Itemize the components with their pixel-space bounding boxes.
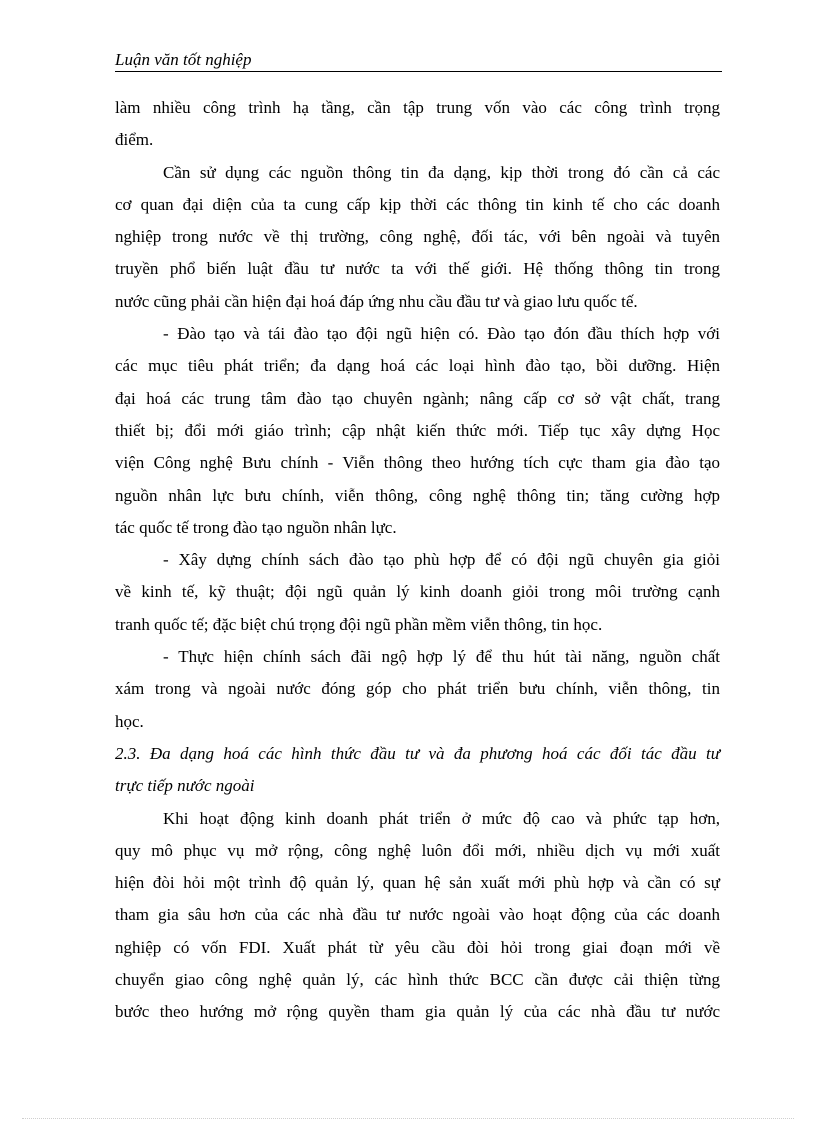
paragraph-line: chuyển giao công nghệ quản lý, các hình thức BCC cần được cải thiện từng [115,970,720,990]
paragraph-line: - Xây dựng chính sách đào tạo phù hợp để có đội ngũ chuyên gia giỏi [163,550,720,570]
paragraph-line: thiết bị; đổi mới giáo trình; cập nhật kiến thức mới. Tiếp tục xây dựng Học [115,420,720,440]
paragraph-line: tác quốc tế trong đào tạo nguồn nhân lực. [115,517,397,537]
section-heading-line: 2.3. Đa dạng hoá các hình thức đầu tư và đa phương hoá các đối tác đầu tư [115,743,720,763]
paragraph-line: nguồn nhân lực bưu chính, viễn thông, công nghệ thông tin; tăng cường hợp [115,485,720,505]
paragraph-line: học. [115,711,144,731]
paragraph-line: bước theo hướng mở rộng quyền tham gia quản lý của các nhà đầu tư nước [115,1002,720,1022]
paragraph-line: - Thực hiện chính sách đãi ngộ hợp lý để thu hút tài năng, nguồn chất [163,647,720,667]
paragraph-line: quy mô phục vụ mở rộng, công nghệ luôn đổi mới, nhiều dịch vụ mới xuất [115,840,720,860]
page-header-title: Luận văn tốt nghiệp [115,50,252,69]
paragraph-line: xám trong và ngoài nước đóng góp cho phát triển bưu chính, viễn thông, tin [115,679,720,699]
paragraph-line: làm nhiều công trình hạ tầng, cần tập trung vốn vào các công trình trọng [115,98,720,117]
paragraph-line: Khi hoạt động kinh doanh phát triển ở mức độ cao và phức tạp hơn, [163,808,720,828]
paragraph-line: về kinh tế, kỹ thuật; đội ngũ quản lý kinh doanh giỏi trong môi trường cạnh [115,582,720,602]
paragraph-line: Cần sử dụng các nguồn thông tin đa dạng, kịp thời trong đó cần cả các [163,162,720,182]
paragraph-line: nước cũng phải cần hiện đại hoá đáp ứng nhu cầu đầu tư và giao lưu quốc tế. [115,291,638,311]
paragraph-line: đại hoá các trung tâm đào tạo chuyên ngành; nâng cấp cơ sở vật chất, trang [115,388,720,408]
paragraph-line: viện Công nghệ Bưu chính - Viễn thông theo hướng tích cực tham gia đào tạo [115,453,720,473]
paragraph-line: - Đào tạo và tái đào tạo đội ngũ hiện có. Đào tạo đón đầu thích hợp với [163,324,720,344]
paragraph-line: điểm. [115,130,154,150]
paragraph-line: nghiệp trong nước về thị trường, công nghệ, đối tác, với bên ngoài và tuyên [115,227,720,247]
paragraph-line: truyền phổ biến luật đầu tư nước ta với thế giới. Hệ thống thông tin trong [115,259,720,279]
paragraph-line: cơ quan đại diện của ta cung cấp kịp thời các thông tin kinh tế cho các doanh [115,194,720,214]
paragraph-line: tham gia sâu hơn của các nhà đầu tư nước ngoài vào hoạt động của các doanh [115,905,720,925]
section-heading-line: trực tiếp nước ngoài [115,776,255,796]
paragraph-line: nghiệp có vốn FDI. Xuất phát từ yêu cầu đòi hỏi trong giai đoạn mới về [115,937,720,957]
page-bottom-border [22,1118,794,1119]
paragraph-line: hiện đòi hỏi một trình độ quản lý, quan hệ sản xuất mới phù hợp và cần có sự [115,873,720,893]
header-divider [115,71,722,72]
document-body [115,92,720,1029]
paragraph-line: các mục tiêu phát triển; đa dạng hoá các loại hình đào tạo, bồi dưỡng. Hiện [115,356,720,376]
paragraph-line: tranh quốc tế; đặc biệt chú trọng đội ngũ phần mềm viễn thông, tin học. [115,614,603,634]
